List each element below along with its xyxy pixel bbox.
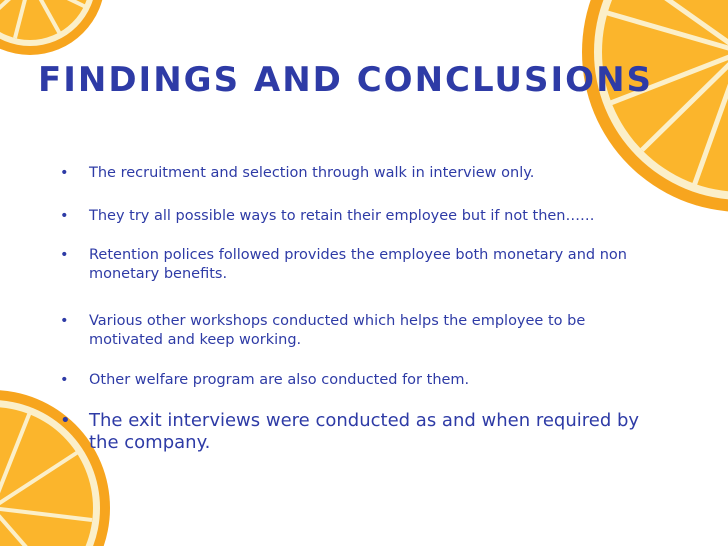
bullet-item [60, 246, 640, 284]
bullet-dot: • [60, 410, 71, 431]
bullet-item [60, 312, 640, 350]
bullet-text: The exit interviews were conducted as and when required by the company. [89, 410, 640, 453]
bullet-list [60, 164, 640, 454]
bullet-dot: • [60, 247, 69, 263]
bullet-text: Other welfare program are also conducted for them. [89, 372, 470, 388]
bullet-dot: • [60, 372, 69, 388]
bullet-item [60, 207, 640, 226]
bullet-item [60, 371, 640, 390]
bullet-dot: • [60, 313, 69, 329]
orange-slice-top-left [0, 0, 105, 55]
bullet-text: They try all possible ways to retain their employee but if not then…… [89, 208, 595, 224]
bullet-item [60, 410, 640, 454]
slide-title: FINDINGS AND CONCLUSIONS [38, 60, 654, 100]
bullet-item [60, 164, 640, 183]
bullet-dot: • [60, 208, 69, 224]
bullet-text: Various other workshops conducted which helps the employee to be motivated and keep working. [89, 313, 586, 348]
bullet-dot: • [60, 165, 69, 181]
bullet-text: The recruitment and selection through walk in interview only. [89, 165, 535, 181]
bullet-text: Retention polices followed provides the employee both monetary and non monetary benefits. [89, 247, 627, 282]
